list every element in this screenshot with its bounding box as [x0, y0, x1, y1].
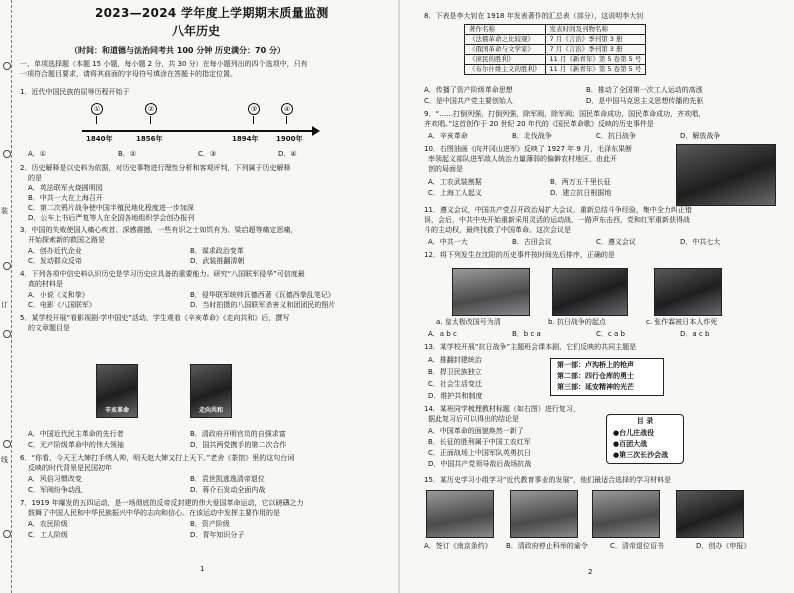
option: B．袁世凯逃逸清帝退位	[190, 475, 265, 483]
table-row	[465, 45, 646, 55]
option: B．捍卫民族独立	[428, 368, 482, 376]
option: C．遵义会议	[596, 238, 636, 246]
question-7: 7．1919 年爆发的五四运动，是一场彻底的反帝反封建的伟大爱国革命运动，它以磅礴之力	[20, 499, 304, 507]
option: D．武装推翻清朝	[190, 257, 245, 265]
option: C．社会生活变迁	[428, 380, 482, 388]
option: A．小说《义和拳》	[28, 291, 89, 299]
binding-hole	[3, 330, 11, 338]
option: D．创办《申报》	[696, 542, 751, 550]
poster-title: 走向共和	[198, 407, 223, 414]
question-8: 8．下表是李大钊在 1918 年发表著作的汇总表（部分），这说明李大钊	[424, 12, 644, 20]
instruction-line-2: 一项符合题目要求，请将其前面的字母符号填涂在答题卡的指定位置。	[20, 70, 237, 78]
page-number: 1	[200, 565, 205, 573]
question-4: 4．下列各项中信史料认识历史是学习历史应具备的重要能力。研究“八国联军侵华”可信度最	[20, 270, 305, 278]
poster-xinhai-revolution	[96, 364, 138, 418]
table-header: 著作名称	[465, 25, 546, 35]
image-caption: b. 抗日战争的起点	[548, 318, 606, 326]
option: C．抗日战争	[596, 132, 636, 140]
question-1: 1．近代中国民族的屈辱历程开始于	[20, 88, 130, 96]
question-10-cont: 创的局面是	[428, 165, 463, 173]
option: D．是中国马克思主义思想传播的先驱	[586, 97, 704, 105]
option: B．资产阶级	[190, 520, 230, 528]
timeline-marker: ③	[248, 103, 260, 115]
question-10: 10．右图油画《向井冈山进军》反映了 1927 年 9 月，毛泽东果断	[424, 145, 633, 153]
option: A．农民阶级	[28, 520, 68, 528]
play-part: 第一部：卢沟桥上的枪声	[557, 361, 634, 369]
exam-page-2	[400, 0, 794, 593]
option: B．清政府停止科举的谕令	[506, 542, 588, 550]
binding-line	[11, 0, 12, 593]
page-number: 2	[588, 568, 593, 576]
option: B．长征的胜利属于中国工农红军	[428, 438, 531, 446]
question-5: 5．某学校开展“看影视剧·学中国史”活动，学生观看《辛亥革命》《走向共和》后，撰写	[20, 314, 290, 322]
table-cell: 《俄国革命与文学家》	[465, 45, 546, 55]
question-12: 12．将下列发生在沈阳的历史事件按时间先后排序，正确的是	[424, 251, 615, 259]
option: B．推动了全国第一次工人运动的高涨	[586, 86, 703, 94]
option: A．推翻封建统治	[428, 356, 482, 364]
toc-item: ●第三次长沙会战	[613, 451, 669, 459]
option: A．中国革命的面貌焕然一新了	[428, 427, 524, 435]
image-treaty-document	[426, 490, 494, 538]
timeline-marker: ②	[145, 103, 157, 115]
timeline-year: 1894年	[232, 135, 259, 143]
question-2-cont: 的是	[28, 174, 42, 182]
binding-char: 线	[1, 456, 8, 464]
timeline-year: 1856年	[136, 135, 163, 143]
poster-title: 辛亥革命	[104, 407, 129, 414]
question-14: 14．某班同学梳理教材标题（如右图）进行复习，	[424, 405, 580, 413]
question-14-cont: 据此复习后可以得出的结论是	[428, 415, 519, 423]
option: B．②	[118, 150, 137, 158]
option: D．解放战争	[680, 132, 721, 140]
option: A．辛亥革命	[428, 132, 468, 140]
table-cell: 11 月《新青年》第 5 卷第 5 号	[545, 65, 646, 75]
option: A．①	[28, 150, 47, 158]
option: B．古田会议	[512, 238, 552, 246]
option: B．谋求政治变革	[190, 247, 244, 255]
option: D．a c b	[680, 330, 710, 338]
table-row	[465, 65, 646, 75]
table-cell: 7 月《言治》季刊第 3 册	[545, 45, 646, 55]
play-part: 第二部：四行仓库的勇士	[557, 372, 634, 380]
option: A．工农武装割据	[428, 178, 482, 186]
q8-table	[464, 24, 646, 75]
binding-char: 装	[1, 207, 8, 215]
poster-towards-republic	[190, 364, 232, 418]
timeline-axis	[82, 130, 314, 132]
timeline-marker: ④	[281, 103, 293, 115]
play-part: 第三部：延安精神的光芒	[557, 383, 634, 391]
question-9: 9．“……打倒列强，打倒列强，除军阀，除军阀；国民革命成功，国民革命成功，齐欢唱，	[424, 110, 706, 118]
table-cell: 《庶民的胜利》	[465, 55, 546, 65]
image-imperial-edict	[510, 490, 578, 538]
q14-table-of-contents	[606, 414, 684, 464]
question-11-cont: 误，会后，中共中央开始重新采用灵活的运动战，一路声东击西，党和红军重新获得战	[424, 216, 690, 224]
exam-subtitle: 八年历史	[172, 24, 221, 38]
option: C．上海工人起义	[428, 189, 482, 197]
option: C．工人阶级	[28, 531, 68, 539]
option: A．a b c	[428, 330, 457, 338]
option: A．传播了资产阶级革命思想	[424, 86, 513, 94]
option: D．中国共产党领导敌后战场抗战	[428, 460, 532, 468]
question-3-cont: 开始探索新的救国之路是	[28, 236, 105, 244]
question-6: 6．“你看，今天王大婶打手绣人帅，明天赵大婶又打上天下。”老舍《茶馆》里的这句台词	[20, 454, 295, 462]
question-9-cont: 齐欢唱。”这首创作于 20 世纪 20 年代的《国民革命歌》反映的历史事件是	[424, 120, 654, 128]
option: A．签订《南京条约》	[424, 542, 492, 550]
toc-title: 目 录	[636, 417, 654, 425]
option: C．军阀纷争动乱	[28, 486, 82, 494]
option: A．创办近代企业	[28, 247, 82, 255]
timeline-arrow	[312, 126, 320, 136]
table-cell: 7 月《言治》季刊第 3 册	[545, 35, 646, 45]
option: B．b c a	[512, 330, 541, 338]
table-row	[465, 55, 646, 65]
toc-item: ●百团大战	[613, 440, 648, 448]
option: D．青年知识分子	[190, 531, 245, 539]
option: D．公车上书后严复等人在全国各地组织学会创办报刊	[28, 214, 195, 222]
binding-hole	[3, 530, 11, 538]
binding-hole	[3, 440, 11, 448]
option: C．是中国共产党主要创始人	[424, 97, 513, 105]
option: C．清帝退位诏书	[610, 542, 664, 550]
timeline-tick	[150, 116, 151, 124]
timeline-tick	[96, 116, 97, 124]
image-abdication-edict	[592, 490, 660, 538]
image-shenbao-newspaper	[676, 490, 744, 538]
option: A．中共一大	[428, 238, 468, 246]
option: C．正面战场上中国军队英勇抗日	[428, 449, 531, 457]
binding-hole	[3, 262, 11, 270]
q13-play-list	[550, 358, 664, 396]
table-row	[465, 35, 646, 45]
photo-shenyang-palace	[452, 268, 530, 316]
question-6-cont: 反映的时代背景是民国初年	[28, 464, 112, 472]
question-3: 3．中国的失败使国人痛心疾首、深感震撼，一些有识之士如饥有为、梁启超等痛定思痛，	[20, 226, 298, 234]
question-7-cont: 鼓舞了中国人民和中华民族振兴中华的志向和信心。在该运动中发挥主要作用的是	[28, 509, 280, 517]
option: B．两万五千里长征	[550, 178, 611, 186]
option: B．清政府开明官员的自强求富	[190, 430, 286, 438]
option: B．北伐战争	[512, 132, 552, 140]
option: D．蒋介石发动全面内战	[190, 486, 266, 494]
option: D．国共两党携手的第二次合作	[190, 441, 287, 449]
question-15: 15．某历史学习小组学习“近代教育事业的发展”，他们最适合选择的学习材料是	[424, 476, 672, 484]
table-cell: 11 月《新青年》第 5 卷第 5 号	[545, 55, 646, 65]
option: D．当时拍摄的八国联军杀害义和团团民的照片	[190, 301, 336, 309]
photo-zhang-zuolin-incident	[654, 268, 722, 316]
question-10-cont: 率领起义部队进军敌人统治力量薄弱的偏僻农村地区，由此开	[428, 155, 617, 163]
question-5-cont: 的文章题目是	[28, 324, 70, 332]
option: A．风俗习惯改变	[28, 475, 82, 483]
option: D．中共七大	[680, 238, 721, 246]
question-2: 2．历史解释是以史料为依据，对历史事物进行理性分析和客观评判，下列属于历史解释	[20, 164, 291, 172]
exam-info: （时间：和道德与法治同考共 100 分钟 历史满分：70 分）	[70, 46, 285, 55]
question-11: 11．遵义会议，中国共产党召开政治局扩大会议，重新总结斗争经验，集中全力纠正错	[424, 206, 692, 214]
exam-title: 2023—2024 学年度上学期期末质量监测	[95, 6, 329, 20]
photo-918-site	[552, 268, 628, 316]
image-caption: a. 皇太极改国号为清	[436, 318, 501, 326]
painting-march-to-jinggangshan	[676, 144, 776, 206]
instruction-line-1: 一、单项选择题（本题 15 小题，每小题 2 分，共 30 分）在每小题列出的四个选项中，只有	[20, 60, 308, 68]
timeline-tick	[253, 116, 254, 124]
option: C．第二次鸦片战争使中国半殖民地化程度进一步加深	[28, 204, 194, 212]
image-caption: c. 张作霖被日本人炸死	[646, 318, 718, 326]
table-header: 发表时间及刊物名称	[545, 25, 646, 35]
option: D．建立抗日根据地	[550, 189, 612, 197]
option: B．侵华联军统帅瓦德西著《瓦德西拳乱笔记》	[190, 291, 335, 299]
option: D．④	[278, 150, 297, 158]
timeline-year: 1900年	[276, 135, 303, 143]
binding-margin	[0, 0, 14, 593]
option: C．c a b	[596, 330, 625, 338]
timeline-marker: ①	[91, 103, 103, 115]
timeline-tick	[286, 116, 287, 124]
option: B．中共一大在上海召开	[28, 194, 103, 202]
binding-hole	[3, 62, 11, 70]
option: D．维护共和制度	[428, 392, 483, 400]
table-cell: 《布尔什维主义的胜利》	[465, 65, 546, 75]
binding-hole	[3, 150, 11, 158]
option: C．电影《八国联军》	[28, 301, 96, 309]
option: A．英法联军火烧圆明园	[28, 184, 103, 192]
option: A．中国近代民主革命的先行者	[28, 430, 124, 438]
binding-char: 订	[1, 301, 8, 309]
option: C．③	[198, 150, 217, 158]
timeline-year: 1840年	[86, 135, 113, 143]
question-13: 13．某学校开展“抗日战争”主题班会课本剧，它们反映的共同主题是	[424, 343, 637, 351]
question-4-cont: 高的材料是	[28, 280, 63, 288]
option: C．发动群众反帝	[28, 257, 82, 265]
table-header-row	[465, 25, 646, 35]
option: C．无产阶级革命中的伟大领袖	[28, 441, 124, 449]
table-cell: 《法俄革命之比较观》	[465, 35, 546, 45]
question-11-cont: 斗的主动权，最终找救了中国革命。这次会议是	[424, 226, 571, 234]
toc-item: ●台儿庄战役	[613, 429, 655, 437]
